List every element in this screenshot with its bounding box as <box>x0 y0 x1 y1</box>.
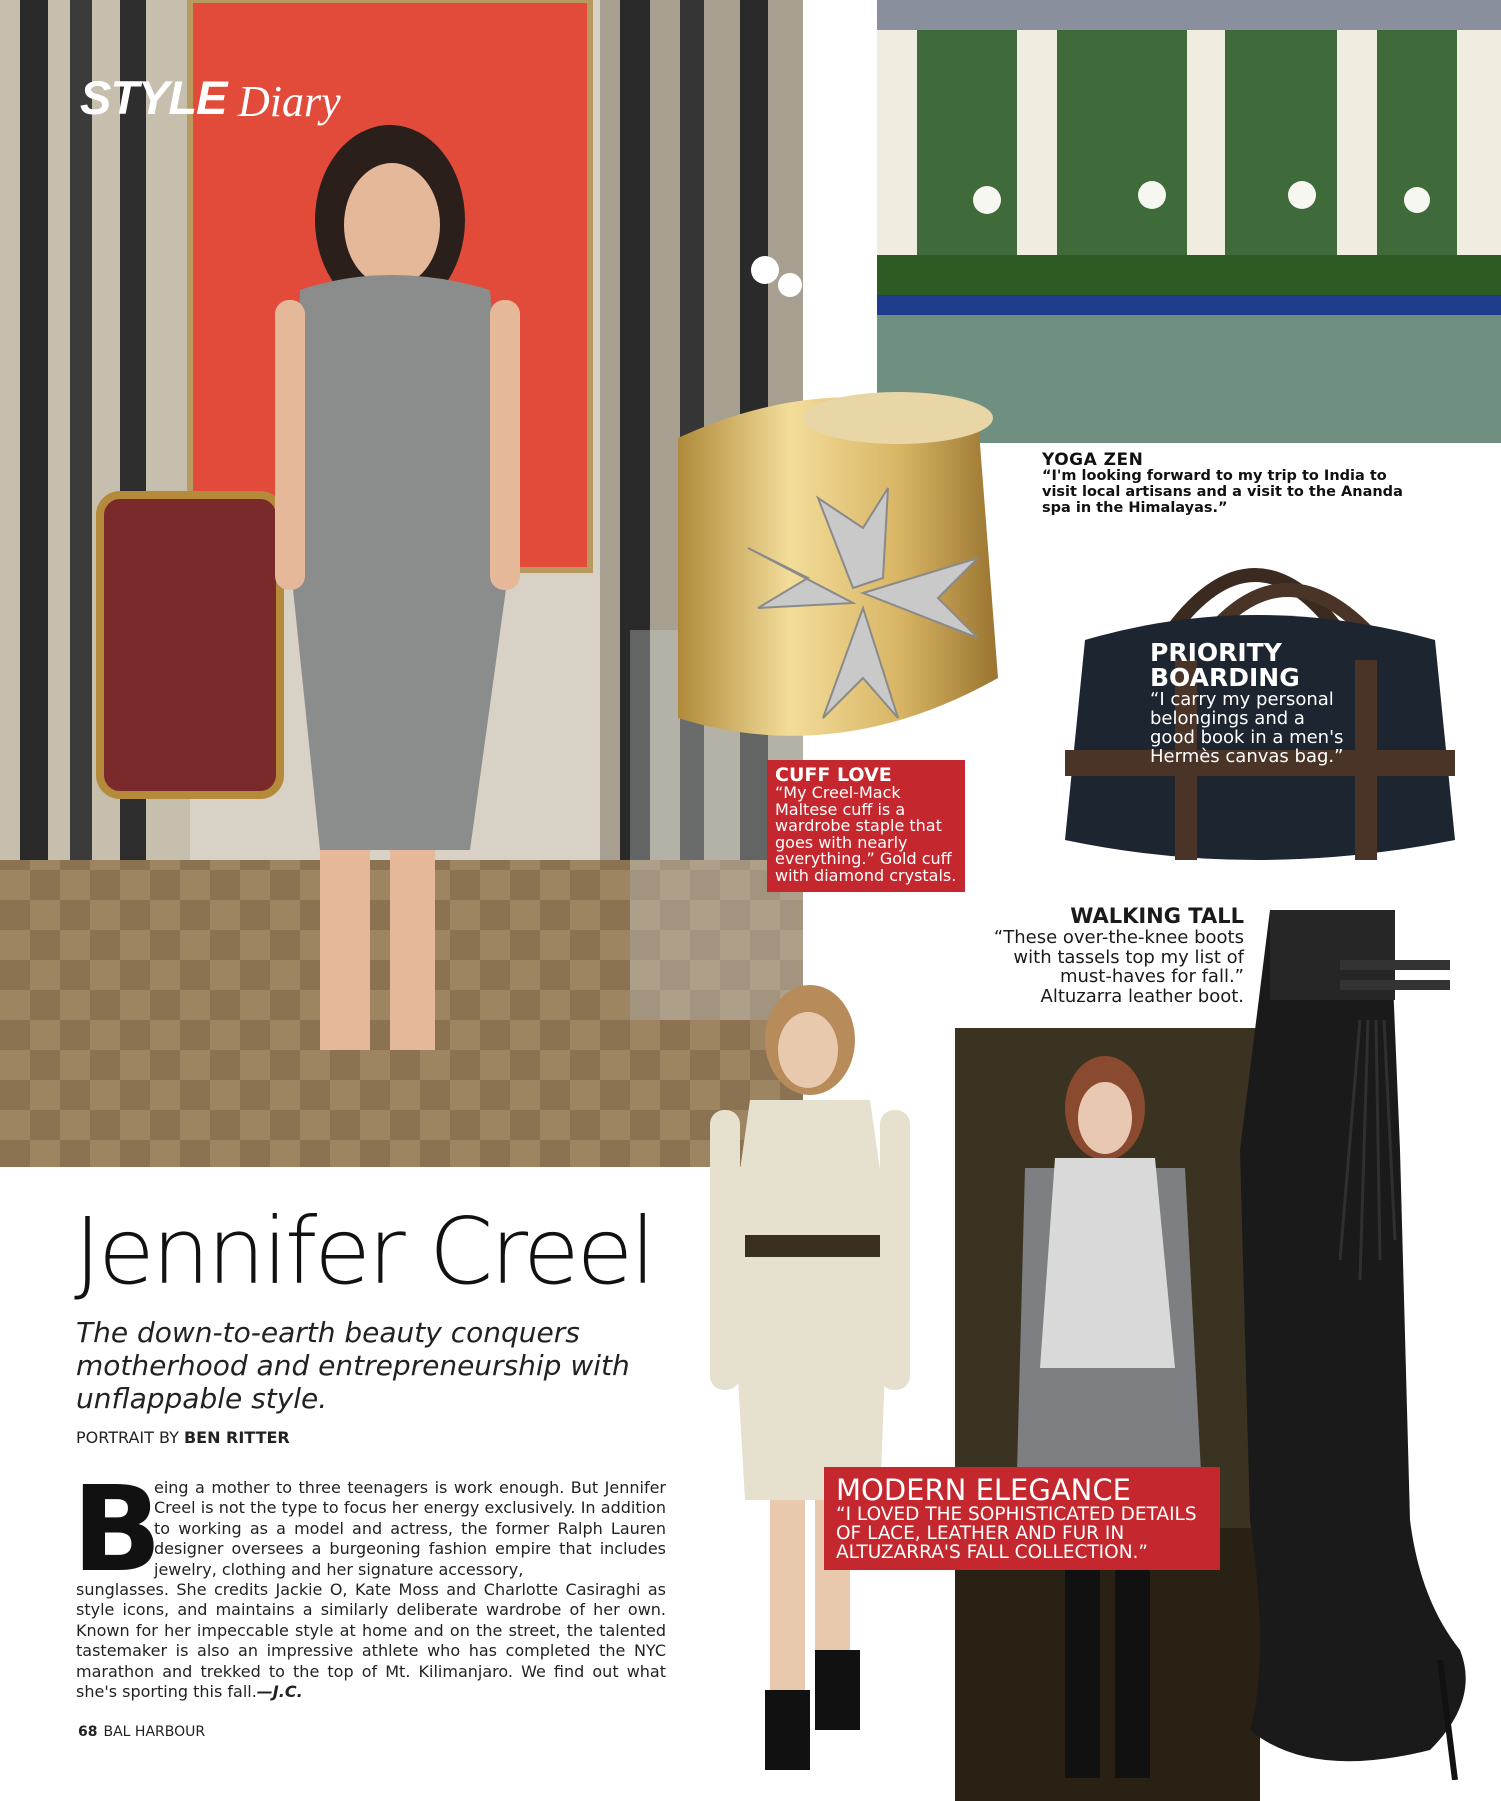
bag-caption-text: “I carry my personal belongings and a good book in a men's Hermès canvas bag.” <box>1150 689 1344 767</box>
photo-credit-prefix: PORTRAIT BY <box>76 1428 179 1447</box>
cuff-caption-text: “My Creel-Mack Maltese cuff is a wardrobe staple that goes with nearly everything.” Gold cuff with diamond crystals. <box>775 783 957 885</box>
yoga-caption-text: “I'm looking forward to my trip to India to visit local artisans and a visit to the Ananda spa in the Himalayas.” <box>1042 468 1403 516</box>
cuff-caption <box>767 760 965 892</box>
article-signature: —J.C. <box>256 1682 303 1702</box>
section-header-style: STYLE <box>80 71 227 124</box>
modern-elegance-caption <box>824 1467 1220 1570</box>
cuff-caption-heading: CUFF LOVE <box>775 764 892 786</box>
bag-caption-heading: PRIORITY BOARDING <box>1150 638 1300 692</box>
page-folio <box>78 1724 205 1740</box>
runway-look-lace-dress-photo <box>690 980 920 1780</box>
modern-elegance-text: “I LOVED THE SOPHISTICATED DETAILS OF LACE, LEATHER AND FUR IN ALTUZARRA'S FALL COLLECTION.” <box>836 1504 1197 1563</box>
boot-caption-text: “These over-the-knee boots with tassels top my list of must-haves for fall.” Altuzarra leather boot. <box>993 927 1244 1007</box>
page-number: 68 <box>78 1724 98 1740</box>
article-body-rest: sunglasses. She credits Jackie O, Kate Moss and Charlotte Casiraghi as style icons, and maintains a similarly deliberate wardrobe of her own. Known for her impeccable style at home and on the street, the talented tastemaker is also an impressive athlete who has completed the NYC marathon and trekked to the top of Mt. Kilimanjaro. We find out what she's sporting this fall. <box>76 1580 666 1702</box>
section-header-diary: Diary <box>238 77 341 126</box>
article-dek: The down-to-earth beauty conquers motherhood and entrepreneurship with unflappable style. <box>76 1316 630 1415</box>
boot-caption-heading: WALKING TALL <box>1070 904 1244 928</box>
modern-elegance-heading: MODERN ELEGANCE <box>836 1473 1131 1507</box>
article-title: Jennifer Creel <box>74 1198 653 1305</box>
yoga-caption-heading: YOGA ZEN <box>1042 450 1144 470</box>
photo-credit-name: BEN RITTER <box>183 1428 290 1447</box>
leather-boot-photo <box>1190 900 1480 1780</box>
yoga-pavilion-photo <box>877 0 1501 443</box>
gold-cuff-photo <box>648 378 1010 778</box>
bag-caption <box>1150 640 1350 766</box>
yoga-caption <box>1042 452 1422 516</box>
drop-cap: B <box>72 1460 162 1598</box>
article-body <box>76 1478 666 1702</box>
publication-name: BAL HARBOUR <box>103 1724 206 1740</box>
article-body-first: eing a mother to three teenagers is work enough. But Jennifer Creel is not the type to focus her energy exclusively. In addition to working as a model and actress, the former Ralph Lauren designer oversees a burgeoning fashion empire that includes jewelry, clothing and her signature accessory, <box>154 1478 666 1579</box>
photo-credit <box>76 1428 290 1447</box>
